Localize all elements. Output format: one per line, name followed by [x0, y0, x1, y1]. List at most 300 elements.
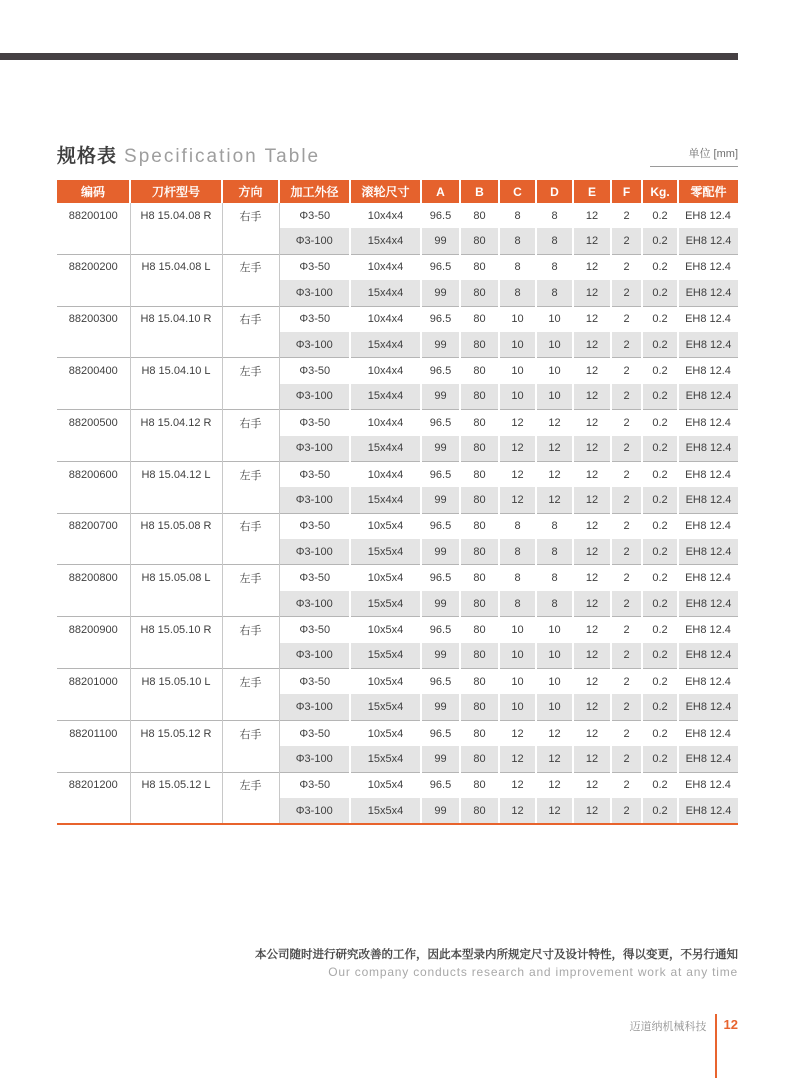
- value-cell: 96.5: [421, 410, 460, 436]
- value-cell: 12: [536, 487, 573, 513]
- value-cell: 2: [623, 209, 630, 222]
- value-cell: 10x4x4: [350, 410, 421, 436]
- direction-cell: 左手: [222, 358, 279, 410]
- value-cell: 0.2: [642, 436, 678, 462]
- value-cell: 80: [460, 487, 499, 513]
- value-cell: 15x4x4: [350, 280, 421, 306]
- direction-cell: 右手: [222, 617, 279, 669]
- value-cell: 0.2: [642, 280, 678, 306]
- value-cell: Φ3-100: [279, 746, 350, 772]
- value-cell: 10: [499, 617, 536, 643]
- value-cell: 12: [573, 228, 611, 254]
- value-cell: 2: [611, 384, 642, 410]
- value-cell: EH8 12.4: [678, 384, 738, 410]
- model-cell: H8 15.05.10 L: [130, 669, 222, 721]
- header-cell: F: [611, 180, 642, 203]
- direction-cell: 右手: [222, 203, 279, 254]
- value-cell: 10: [536, 669, 573, 695]
- value-cell: 15x5x4: [350, 746, 421, 772]
- value-cell: Φ3-100: [279, 332, 350, 358]
- value-cell: 12: [573, 591, 611, 617]
- value-cell: 80: [460, 617, 499, 643]
- value-cell: Φ3-100: [279, 694, 350, 720]
- value-cell: 96.5: [429, 209, 452, 222]
- direction-cell: 左手: [222, 461, 279, 513]
- value-cell: 12: [573, 539, 611, 565]
- value-cell: 0.2: [642, 410, 678, 436]
- value-cell: 0.2: [642, 694, 678, 720]
- value-cell: EH8 12.4: [678, 746, 738, 772]
- value-cell: 12: [499, 436, 536, 462]
- value-cell: Φ3-50: [279, 358, 350, 384]
- value-cell: 96.5: [421, 306, 460, 332]
- model-cell: H8 15.04.08 L: [130, 254, 222, 306]
- value-cell: 80: [473, 209, 486, 222]
- header-cell: 刀杆型号: [130, 180, 222, 203]
- code-cell: 88201200: [57, 772, 130, 823]
- value-cell: 10: [536, 384, 573, 410]
- value-cell: 12: [573, 617, 611, 643]
- table-row: [57, 617, 738, 643]
- value-cell: 12: [573, 410, 611, 436]
- value-cell: 10: [499, 306, 536, 332]
- direction-cell: 左手: [222, 254, 279, 306]
- header-cell: 零配件: [678, 180, 738, 203]
- value-cell: Φ3-100: [279, 436, 350, 462]
- value-cell: Φ3-100: [279, 643, 350, 669]
- code-cell: 88200300: [57, 306, 130, 358]
- value-cell: 12: [536, 436, 573, 462]
- value-cell: EH8 12.4: [678, 694, 738, 720]
- value-cell: 0.2: [642, 461, 678, 487]
- value-cell: 12: [573, 436, 611, 462]
- value-cell: 12: [573, 332, 611, 358]
- value-cell: Φ3-50: [279, 720, 350, 746]
- direction-cell: 右手: [222, 720, 279, 772]
- value-cell: Φ3-50: [279, 410, 350, 436]
- value-cell: 12: [573, 384, 611, 410]
- value-cell: 2: [611, 617, 642, 643]
- header-cell: 编码: [57, 180, 130, 203]
- value-cell: 8: [499, 254, 536, 280]
- header-cell: A: [421, 180, 460, 203]
- value-cell: 10: [499, 358, 536, 384]
- value-cell: 15x4x4: [350, 384, 421, 410]
- value-cell: 80: [460, 410, 499, 436]
- value-cell: 12: [573, 643, 611, 669]
- value-cell: 80: [460, 720, 499, 746]
- value-cell: 8: [499, 280, 536, 306]
- value-cell: 10: [499, 384, 536, 410]
- table-row: [57, 720, 738, 746]
- model-cell: H8 15.04.10 L: [130, 358, 222, 410]
- value-cell: 96.5: [421, 669, 460, 695]
- value-cell: 80: [460, 539, 499, 565]
- value-cell: 10: [536, 643, 573, 669]
- table-row: [57, 461, 738, 487]
- table-row: [57, 772, 738, 798]
- value-cell: Φ3-50: [279, 461, 350, 487]
- value-cell: 10: [536, 358, 573, 384]
- code-cell: 88200900: [57, 617, 130, 669]
- value-cell: 0.2: [642, 306, 678, 332]
- value-cell: 2: [611, 565, 642, 591]
- value-cell: 80: [460, 461, 499, 487]
- page-title: [57, 141, 320, 168]
- value-cell: 15x4x4: [350, 332, 421, 358]
- value-cell: 2: [611, 254, 642, 280]
- value-cell: EH8 12.4: [678, 280, 738, 306]
- value-cell: 99: [421, 332, 460, 358]
- value-cell: EH8 12.4: [678, 436, 738, 462]
- value-cell: Φ3-50: [279, 565, 350, 591]
- value-cell: 12: [573, 461, 611, 487]
- value-cell: 8: [499, 513, 536, 539]
- value-cell: 80: [460, 565, 499, 591]
- value-cell: 15x5x4: [350, 798, 421, 823]
- value-cell: 8: [551, 209, 558, 222]
- page-footer: [630, 1014, 738, 1078]
- value-cell: 12: [536, 720, 573, 746]
- model-cell: H8 15.05.08 R: [130, 513, 222, 565]
- value-cell: EH8 12.4: [678, 798, 738, 823]
- value-cell: 12: [573, 772, 611, 798]
- value-cell: 0.2: [642, 591, 678, 617]
- value-cell: Φ3-50: [279, 772, 350, 798]
- value-cell: 80: [460, 384, 499, 410]
- value-cell: Φ3-50: [279, 513, 350, 539]
- value-cell: 10x5x4: [350, 617, 421, 643]
- value-cell: 80: [460, 513, 499, 539]
- value-cell: 0.2: [642, 513, 678, 539]
- model-cell: H8 15.05.08 L: [130, 565, 222, 617]
- value-cell: Φ3-100: [279, 539, 350, 565]
- value-cell: 2: [611, 643, 642, 669]
- value-cell: 80: [460, 332, 499, 358]
- value-cell: 2: [611, 746, 642, 772]
- value-cell: EH8 12.4: [678, 254, 738, 280]
- value-cell: 10x5x4: [350, 669, 421, 695]
- value-cell: 12: [536, 798, 573, 823]
- value-cell: 2: [611, 228, 642, 254]
- value-cell: 0.2: [642, 772, 678, 798]
- value-cell: 80: [460, 643, 499, 669]
- footer-page-number: 12: [723, 1017, 738, 1032]
- value-cell: 96.5: [421, 254, 460, 280]
- value-cell: 10x4x4: [350, 358, 421, 384]
- table-header-row: [57, 180, 738, 203]
- value-cell: 0.2: [642, 720, 678, 746]
- value-cell: 2: [611, 513, 642, 539]
- value-cell: 10x4x4: [350, 306, 421, 332]
- value-cell: EH8 12.4: [678, 565, 738, 591]
- value-cell: 2: [611, 436, 642, 462]
- value-cell: 8: [536, 591, 573, 617]
- header-cell: B: [460, 180, 499, 203]
- value-cell: EH8 12.4: [678, 669, 738, 695]
- value-cell: 96.5: [421, 513, 460, 539]
- value-cell: 0.2: [642, 384, 678, 410]
- value-cell: 10x5x4: [350, 720, 421, 746]
- value-cell: 80: [460, 669, 499, 695]
- value-cell: EH8 12.4: [678, 358, 738, 384]
- model-cell: H8 15.04.12 R: [130, 410, 222, 462]
- value-cell: 80: [460, 798, 499, 823]
- code-cell: 88201100: [57, 720, 130, 772]
- page-title-en: Specification Table: [124, 146, 321, 167]
- value-cell: EH8 12.4: [678, 617, 738, 643]
- value-cell: 10: [536, 332, 573, 358]
- value-cell: 10: [536, 306, 573, 332]
- value-cell: 12: [499, 772, 536, 798]
- value-cell: 0.2: [642, 643, 678, 669]
- value-cell: 80: [460, 306, 499, 332]
- value-cell: 96.5: [421, 358, 460, 384]
- value-cell: 12: [573, 487, 611, 513]
- value-cell: Φ3-50: [279, 254, 350, 280]
- value-cell: 99: [421, 591, 460, 617]
- value-cell: 0.2: [642, 358, 678, 384]
- value-cell: 2: [611, 539, 642, 565]
- value-cell: 8: [536, 539, 573, 565]
- value-cell: 12: [499, 461, 536, 487]
- value-cell: 2: [611, 694, 642, 720]
- value-cell: 80: [460, 772, 499, 798]
- value-cell: 15x5x4: [350, 643, 421, 669]
- code-cell: 88200100: [57, 203, 130, 254]
- footer-divider: [715, 1014, 717, 1078]
- value-cell: 80: [460, 746, 499, 772]
- value-cell: 96.5: [421, 617, 460, 643]
- value-cell: 2: [611, 798, 642, 823]
- header-cell: 加工外径: [279, 180, 350, 203]
- value-cell: 8: [499, 591, 536, 617]
- top-rule-bar: [0, 53, 738, 60]
- code-cell: 88200200: [57, 254, 130, 306]
- value-cell: 80: [460, 280, 499, 306]
- value-cell: 8: [536, 254, 573, 280]
- value-cell: 99: [421, 694, 460, 720]
- value-cell: EH8 12.4: [678, 228, 738, 254]
- value-cell: 12: [573, 280, 611, 306]
- value-cell: 15x5x4: [350, 694, 421, 720]
- value-cell: Φ3-100: [279, 280, 350, 306]
- value-cell: Φ3-50: [279, 306, 350, 332]
- value-cell: 99: [421, 384, 460, 410]
- value-cell: 99: [421, 643, 460, 669]
- value-cell: 8: [499, 539, 536, 565]
- value-cell: Φ3-50: [279, 617, 350, 643]
- value-cell: 0.2: [642, 746, 678, 772]
- value-cell: 10: [536, 617, 573, 643]
- value-cell: Φ3-50: [299, 209, 331, 222]
- header-cell: C: [499, 180, 536, 203]
- value-cell: 2: [611, 487, 642, 513]
- header-cell: Kg.: [642, 180, 678, 203]
- value-cell: 96.5: [421, 772, 460, 798]
- value-cell: 12: [499, 746, 536, 772]
- value-cell: Φ3-100: [279, 384, 350, 410]
- value-cell: 8: [514, 209, 521, 222]
- value-cell: 99: [421, 746, 460, 772]
- disclaimer-zh: 本公司随时进行研究改善的工作，因此本型录内所规定尺寸及设计特性，得以变更，不另行通知: [255, 949, 738, 961]
- value-cell: EH8 12.4: [678, 643, 738, 669]
- model-cell: H8 15.04.08 R: [130, 203, 222, 254]
- specification-table-wrap: [57, 180, 738, 825]
- value-cell: 2: [611, 669, 642, 695]
- code-cell: 88200600: [57, 461, 130, 513]
- value-cell: 12: [536, 410, 573, 436]
- value-cell: 0.2: [642, 228, 678, 254]
- value-cell: 10: [499, 694, 536, 720]
- value-cell: 8: [536, 565, 573, 591]
- code-cell: 88200700: [57, 513, 130, 565]
- disclaimer-en: Our company conducts research and improvement work at any time: [328, 965, 738, 979]
- value-cell: 8: [499, 228, 536, 254]
- value-cell: 10x5x4: [350, 772, 421, 798]
- value-cell: 12: [573, 565, 611, 591]
- table-row: [57, 254, 738, 280]
- value-cell: 10: [499, 669, 536, 695]
- value-cell: 2: [611, 720, 642, 746]
- table-row: [57, 513, 738, 539]
- direction-cell: 左手: [222, 565, 279, 617]
- page-title-zh: 规格表: [57, 146, 118, 167]
- header-cell: E: [573, 180, 611, 203]
- value-cell: 12: [573, 798, 611, 823]
- code-cell: 88200800: [57, 565, 130, 617]
- value-cell: 99: [421, 798, 460, 823]
- value-cell: 0.2: [642, 332, 678, 358]
- value-cell: 10x5x4: [350, 513, 421, 539]
- value-cell: 12: [573, 720, 611, 746]
- value-cell: 12: [536, 746, 573, 772]
- value-cell: EH8 12.4: [678, 487, 738, 513]
- value-cell: Φ3-50: [279, 669, 350, 695]
- value-cell: 10x5x4: [350, 565, 421, 591]
- value-cell: EH8 12.4: [678, 306, 738, 332]
- value-cell: 2: [611, 772, 642, 798]
- table-row: [57, 306, 738, 332]
- value-cell: Φ3-100: [279, 228, 350, 254]
- table-row: [57, 565, 738, 591]
- value-cell: EH8 12.4: [678, 410, 738, 436]
- value-cell: 80: [460, 254, 499, 280]
- value-cell: 12: [499, 720, 536, 746]
- table-row: [57, 410, 738, 436]
- value-cell: 10x4x4: [350, 254, 421, 280]
- value-cell: 15x4x4: [350, 436, 421, 462]
- value-cell: 96.5: [421, 565, 460, 591]
- value-cell: 15x5x4: [350, 591, 421, 617]
- direction-cell: 右手: [222, 513, 279, 565]
- table-row: [57, 358, 738, 384]
- model-cell: H8 15.05.12 R: [130, 720, 222, 772]
- value-cell: 2: [611, 280, 642, 306]
- value-cell: 0.2: [642, 254, 678, 280]
- value-cell: EH8 12.4: [678, 461, 738, 487]
- value-cell: 12: [573, 254, 611, 280]
- value-cell: 0.2: [642, 487, 678, 513]
- model-cell: H8 15.04.10 R: [130, 306, 222, 358]
- value-cell: 12: [573, 746, 611, 772]
- value-cell: 96.5: [421, 461, 460, 487]
- value-cell: EH8 12.4: [678, 513, 738, 539]
- value-cell: EH8 12.4: [678, 720, 738, 746]
- value-cell: 2: [611, 358, 642, 384]
- value-cell: 12: [499, 487, 536, 513]
- value-cell: 12: [536, 772, 573, 798]
- header-cell: 方向: [222, 180, 279, 203]
- value-cell: 12: [499, 410, 536, 436]
- value-cell: 10x4x4: [350, 461, 421, 487]
- value-cell: EH8 12.4: [678, 332, 738, 358]
- value-cell: 80: [460, 358, 499, 384]
- unit-label: 单位 [mm]: [650, 145, 738, 167]
- value-cell: Φ3-100: [279, 798, 350, 823]
- direction-cell: 右手: [222, 410, 279, 462]
- value-cell: 10: [499, 332, 536, 358]
- disclaimer: [255, 946, 738, 979]
- value-cell: 8: [536, 280, 573, 306]
- value-cell: 80: [460, 228, 499, 254]
- value-cell: 80: [460, 694, 499, 720]
- value-cell: 15x5x4: [350, 539, 421, 565]
- value-cell: 99: [421, 539, 460, 565]
- value-cell: 80: [460, 591, 499, 617]
- model-cell: H8 15.05.12 L: [130, 772, 222, 823]
- value-cell: 15x4x4: [350, 228, 421, 254]
- value-cell: 12: [585, 209, 599, 222]
- value-cell: 0.2: [652, 209, 668, 222]
- value-cell: 99: [421, 436, 460, 462]
- footer-company-name: 迈道纳机械科技: [629, 1021, 707, 1033]
- model-cell: H8 15.04.12 L: [130, 461, 222, 513]
- direction-cell: 右手: [222, 306, 279, 358]
- value-cell: 12: [573, 358, 611, 384]
- value-cell: 2: [611, 332, 642, 358]
- code-cell: 88200500: [57, 410, 130, 462]
- value-cell: 2: [611, 306, 642, 332]
- value-cell: 8: [536, 228, 573, 254]
- value-cell: EH8 12.4: [678, 772, 738, 798]
- value-cell: 99: [421, 228, 460, 254]
- direction-cell: 左手: [222, 772, 279, 823]
- table-row: [57, 203, 738, 228]
- value-cell: 10: [499, 643, 536, 669]
- value-cell: 12: [536, 461, 573, 487]
- value-cell: EH8 12.4: [685, 209, 731, 222]
- table-row: [57, 669, 738, 695]
- value-cell: 0.2: [642, 565, 678, 591]
- value-cell: Φ3-100: [279, 591, 350, 617]
- code-cell: 88200400: [57, 358, 130, 410]
- value-cell: 15x4x4: [350, 487, 421, 513]
- value-cell: 12: [573, 513, 611, 539]
- model-cell: H8 15.05.10 R: [130, 617, 222, 669]
- value-cell: 8: [536, 513, 573, 539]
- direction-cell: 左手: [222, 669, 279, 721]
- value-cell: 80: [460, 436, 499, 462]
- value-cell: Φ3-100: [279, 487, 350, 513]
- value-cell: 2: [611, 461, 642, 487]
- value-cell: 12: [573, 694, 611, 720]
- value-cell: 12: [573, 669, 611, 695]
- header-cell: 滚轮尺寸: [350, 180, 421, 203]
- value-cell: 0.2: [642, 617, 678, 643]
- value-cell: EH8 12.4: [678, 539, 738, 565]
- value-cell: 96.5: [421, 720, 460, 746]
